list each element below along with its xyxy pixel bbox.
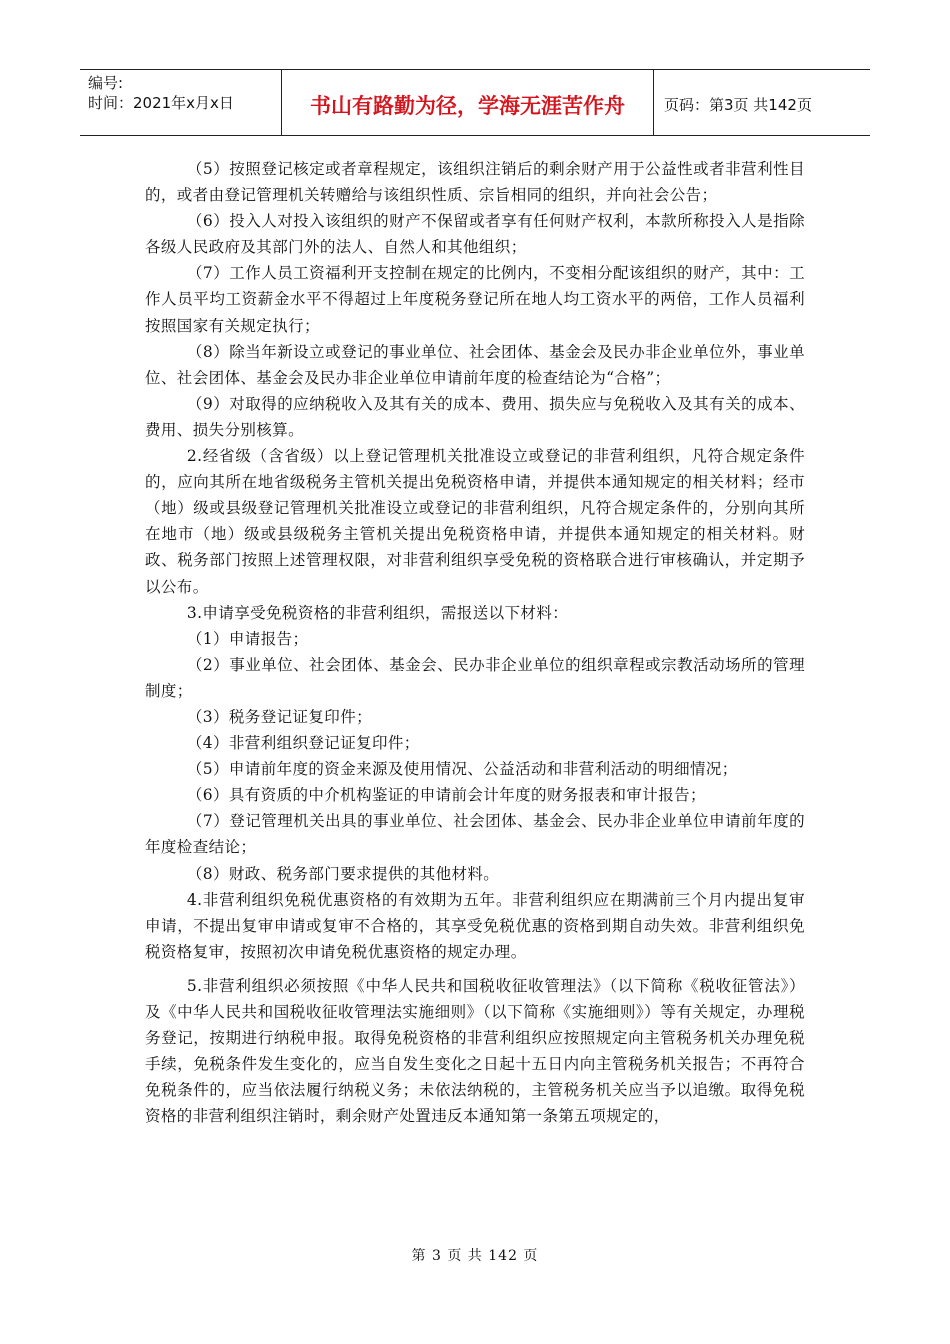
- paragraph: （6）投入人对投入该组织的财产不保留或者享有任何财产权利，本款所称投入人是指除各级人民政府及其部门外的法人、自然人和其他组织；: [145, 212, 805, 257]
- document-date-label: 时间：2021年x月x日: [88, 94, 234, 112]
- header-meta: [80, 70, 282, 135]
- paragraph: （7）登记管理机关出具的事业单位、社会团体、基金会、民办非企业单位申请前年度的年度检查结论；: [145, 812, 805, 857]
- paragraph: 5.非营利组织必须按照《中华人民共和国税收征收管理法》（以下简称《税收征管法》）及《中华人民共和国税收征收管理法实施细则》（以下简称《实施细则》）等有关规定，办理税务登记，按期进行纳税申报。取得免税资格的非营利组织应按照规定向主管税务机关办理免税手续，免税条件发生变化的，应当自发生变化之日起十五日内向主管税务机关报告；不再符合免税条件的，应当依法履行纳税义务；未依法纳税的，主管税务机关应当予以追缴。取得免税资格的非营利组织注销时，剩余财产处置违反本通知第一条第五项规定的，: [145, 976, 805, 1126]
- paragraph: （1）申请报告；: [186, 629, 309, 648]
- paragraph: 2.经省级（含省级）以上登记管理机关批准设立或登记的非营利组织，凡符合规定条件的，应向其所在地省级税务主管机关提出免税资格申请，并提供本通知规定的相关材料；经市（地）级或县级登记管理机关批准设立或登记的非营利组织，凡符合规定条件的，分别向其所在地市（地）级或县级税务主管机关提出免税资格申请，并提供本通知规定的相关材料。财政、税务部门按照上述管理权限，对非营利组织享受免税的资格联合进行审核确认，并定期予以公布。: [145, 447, 805, 596]
- paragraph: （4）非营利组织登记证复印件；: [186, 734, 420, 753]
- header-page-info: 页码：第3页 共142页: [664, 96, 812, 114]
- paragraph: （3）税务登记证复印件；: [186, 707, 373, 726]
- header-motto: 书山有路勤为径，学海无涯苦作舟: [282, 70, 654, 135]
- paragraph: （8）财政、税务部门要求提供的其他材料。: [186, 864, 500, 883]
- paragraph: （9）对取得的应纳税收入及其有关的成本、费用、损失应与免税收入及其有关的成本、费用、损失分别核算。: [145, 394, 805, 439]
- paragraph: 4.非营利组织免税优惠资格的有效期为五年。非营利组织应在期满前三个月内提出复审申请，不提出复审申请或复审不合格的，其享受免税优惠的资格到期自动失效。非营利组织免税资格复审，按照初次申请免税优惠资格的规定办理。: [145, 890, 805, 961]
- page-footer: 第 3 页 共 142 页: [411, 1248, 539, 1264]
- paragraph: （6）具有资质的中介机构鉴证的申请前会计年度的财务报表和审计报告；: [186, 786, 706, 805]
- page-header: [80, 69, 870, 136]
- document-body: [145, 156, 805, 1129]
- paragraph: （2）事业单位、社会团体、基金会、民办非企业单位的组织章程或宗教活动场所的管理制度；: [145, 655, 805, 700]
- paragraph: （7）工作人员工资福利开支控制在规定的比例内，不变相分配该组织的财产，其中：工作人员平均工资薪金水平不得超过上年度税务登记所在地人均工资水平的两倍，工作人员福利按照国家有关规定执行；: [145, 264, 805, 335]
- document-number-label: 编号:: [88, 74, 124, 92]
- paragraph: （5）申请前年度的资金来源及使用情况、公益活动和非营利活动的明细情况；: [186, 760, 738, 779]
- paragraph: （5）按照登记核定或者章程规定，该组织注销后的剩余财产用于公益性或者非营利性目的，或者由登记管理机关转赠给与该组织性质、宗旨相同的组织，并向社会公告；: [145, 160, 805, 205]
- paragraph: （8）除当年新设立或登记的事业单位、社会团体、基金会及民办非企业单位外，事业单位、社会团体、基金会及民办非企业单位申请前年度的检查结论为“合格”；: [145, 342, 805, 387]
- paragraph: 3.申请享受免税资格的非营利组织，需报送以下材料：: [186, 603, 569, 622]
